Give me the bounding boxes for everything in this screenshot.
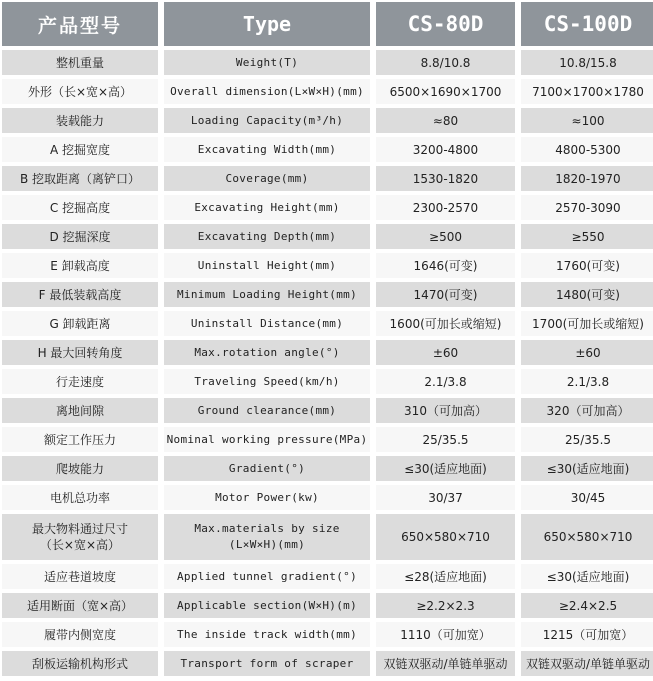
param-name-en: Weight(T) — [164, 50, 370, 75]
value-cs80d: 2.1/3.8 — [376, 369, 515, 394]
param-name-en: Transport form of scraper — [164, 651, 370, 676]
value-cs100d: 7100×1700×1780 — [521, 79, 653, 104]
value-cs80d: 1110（可加宽） — [376, 622, 515, 647]
param-name-en: Traveling Speed(km/h) — [164, 369, 370, 394]
param-name-cn: 整机重量 — [2, 50, 158, 75]
header-model-cs100d: CS-100D — [521, 2, 653, 46]
value-cs100d: ≤30(适应地面) — [521, 564, 653, 589]
param-name-cn: G 卸载距离 — [2, 311, 158, 336]
header-model-cs80d: CS-80D — [376, 2, 515, 46]
value-cs80d: ≤30(适应地面) — [376, 456, 515, 481]
value-cs80d: 30/37 — [376, 485, 515, 510]
param-name-cn: C 挖掘高度 — [2, 195, 158, 220]
value-cs100d: 1480(可变) — [521, 282, 653, 307]
param-name-en: Coverage(mm) — [164, 166, 370, 191]
param-name-cn: 额定工作压力 — [2, 427, 158, 452]
value-cs100d: 1760(可变) — [521, 253, 653, 278]
value-cs80d: 1530-1820 — [376, 166, 515, 191]
param-name-cn: B 挖取距离（离铲口） — [2, 166, 158, 191]
param-name-cn: 爬坡能力 — [2, 456, 158, 481]
value-cs80d: 310（可加高） — [376, 398, 515, 423]
param-name-cn: 电机总功率 — [2, 485, 158, 510]
param-name-en: Max.rotation angle(°) — [164, 340, 370, 365]
value-cs100d: ≤30(适应地面) — [521, 456, 653, 481]
param-name-cn: 刮板运输机构形式 — [2, 651, 158, 676]
param-name-en: The inside track width(mm) — [164, 622, 370, 647]
value-cs80d: 8.8/10.8 — [376, 50, 515, 75]
value-cs100d: 2570-3090 — [521, 195, 653, 220]
param-name-cn: E 卸载高度 — [2, 253, 158, 278]
param-name-cn: F 最低装载高度 — [2, 282, 158, 307]
param-name-en: Motor Power(kw) — [164, 485, 370, 510]
value-cs80d: 双链双驱动/单链单驱动 — [376, 651, 515, 676]
value-cs80d: ≥500 — [376, 224, 515, 249]
value-cs80d: 6500×1690×1700 — [376, 79, 515, 104]
value-cs80d: ≤28(适应地面) — [376, 564, 515, 589]
param-name-cn: A 挖掘宽度 — [2, 137, 158, 162]
param-name-cn: 适应巷道坡度 — [2, 564, 158, 589]
param-name-cn: 行走速度 — [2, 369, 158, 394]
param-name-en: Applicable section(W×H)(m) — [164, 593, 370, 618]
param-name-cn: 履带内侧宽度 — [2, 622, 158, 647]
value-cs80d: ≈80 — [376, 108, 515, 133]
value-cs80d: 1470(可变) — [376, 282, 515, 307]
value-cs80d: 2300-2570 — [376, 195, 515, 220]
value-cs80d: 3200-4800 — [376, 137, 515, 162]
param-name-en: Nominal working pressure(MPa) — [164, 427, 370, 452]
value-cs100d: 30/45 — [521, 485, 653, 510]
value-cs100d: 1820-1970 — [521, 166, 653, 191]
value-cs80d: ±60 — [376, 340, 515, 365]
value-cs100d: ≥2.4×2.5 — [521, 593, 653, 618]
value-cs100d: 4800-5300 — [521, 137, 653, 162]
param-name-en: Minimum Loading Height(mm) — [164, 282, 370, 307]
value-cs100d: ≈100 — [521, 108, 653, 133]
param-name-cn: 离地间隙 — [2, 398, 158, 423]
param-name-en: Max.materials by size (L×W×H)(mm) — [164, 514, 370, 560]
value-cs100d: 10.8/15.8 — [521, 50, 653, 75]
param-name-en: Uninstall Height(mm) — [164, 253, 370, 278]
value-cs100d: 650×580×710 — [521, 514, 653, 560]
param-name-cn: 装载能力 — [2, 108, 158, 133]
value-cs80d: 1600(可加长或缩短) — [376, 311, 515, 336]
value-cs100d: 2.1/3.8 — [521, 369, 653, 394]
param-name-en: Gradient(°) — [164, 456, 370, 481]
value-cs80d: ≥2.2×2.3 — [376, 593, 515, 618]
header-product-model: 产品型号 — [2, 2, 158, 46]
param-name-en: Uninstall Distance(mm) — [164, 311, 370, 336]
value-cs100d: 320（可加高） — [521, 398, 653, 423]
value-cs100d: ±60 — [521, 340, 653, 365]
header-type: Type — [164, 2, 370, 46]
param-name-en: Ground clearance(mm) — [164, 398, 370, 423]
param-name-cn: 适用断面（宽×高） — [2, 593, 158, 618]
param-name-en: Excavating Height(mm) — [164, 195, 370, 220]
param-name-cn: 最大物料通过尺寸 （长×宽×高） — [2, 514, 158, 560]
value-cs80d: 25/35.5 — [376, 427, 515, 452]
value-cs100d: 双链双驱动/单链单驱动 — [521, 651, 653, 676]
value-cs100d: 1700(可加长或缩短) — [521, 311, 653, 336]
param-name-cn: D 挖掘深度 — [2, 224, 158, 249]
param-name-en: Loading Capacity(m³/h) — [164, 108, 370, 133]
param-name-cn: 外形（长×宽×高） — [2, 79, 158, 104]
value-cs80d: 1646(可变) — [376, 253, 515, 278]
param-name-en: Overall dimension(L×W×H)(mm) — [164, 79, 370, 104]
value-cs100d: 25/35.5 — [521, 427, 653, 452]
param-name-cn: H 最大回转角度 — [2, 340, 158, 365]
param-name-en: Applied tunnel gradient(°) — [164, 564, 370, 589]
value-cs100d: ≥550 — [521, 224, 653, 249]
value-cs100d: 1215（可加宽） — [521, 622, 653, 647]
param-name-en: Excavating Depth(mm) — [164, 224, 370, 249]
value-cs80d: 650×580×710 — [376, 514, 515, 560]
param-name-en: Excavating Width(mm) — [164, 137, 370, 162]
